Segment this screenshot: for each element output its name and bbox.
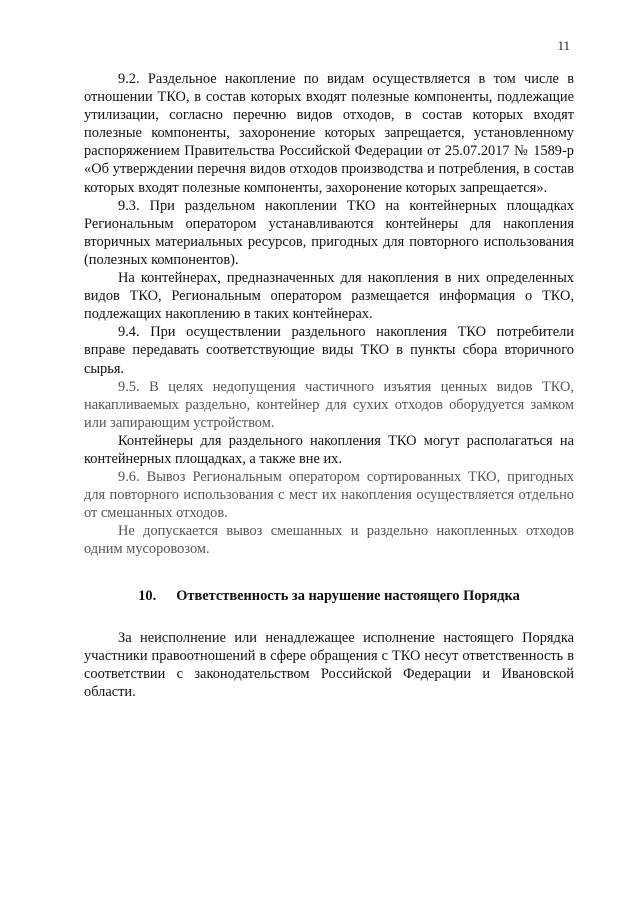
page-number: 11 [557,38,570,53]
section-10-title: Ответственность за нарушение настоящего Порядка [176,587,520,604]
paragraph-9-2: 9.2. Раздельное накопление по видам осуществляется в том числе в отношении ТКО, в состав которых входят полезные компоненты, подлежащие утилизации, согласно перечню видов отходов, в состав которых входят полезные компоненты, захоронение которых запрещается, установленному распоряжением Правительства Российской Федерации от 25.07.2017 № 1589-р «Об утверждении перечня видов отходов производства и потребления, в состав которых входят полезные компоненты, захоронение которых запрещается». [84,71,574,196]
paragraph-9-5-placement: Контейнеры для раздельного накопления ТКО могут располагаться на контейнерных площадках, а также вне их. [84,432,574,467]
paragraph-9-5: 9.5. В целях недопущения частичного изъятия ценных видов ТКО, накапливаемых раздельно, контейнер для сухих отходов оборудуется замком или запирающим устройством. [84,378,574,431]
paragraph-9-6: 9.6. Вывоз Региональным оператором сортированных ТКО, пригодных для повторного использования с мест их накопления осуществляется отдельно от смешанных отходов. [84,469,574,522]
paragraph-9-3-info: На контейнерах, предназначенных для накопления в них определенных видов ТКО, Региональным оператором размещается информация о ТКО, подлежащих накоплению в таких контейнерах. [84,270,574,323]
paragraph-9-6-mixed: Не допускается вывоз смешанных и раздельно накопленных отходов одним мусоровозом. [84,523,574,558]
section-10-heading [84,587,574,605]
paragraph-9-3: 9.3. При раздельном накоплении ТКО на контейнерных площадках Региональным оператором устанавливаются контейнеры для накопления вторичных материальных ресурсов, пригодных для повторного использования (полезных компонентов). [84,197,574,268]
section-10-number: 10. [138,587,157,604]
paragraph-10: За неисполнение или ненадлежащее исполнение настоящего Порядка участники правоотношений в сфере обращения с ТКО несут ответственность в соответствии с законодательством Российской Федерации и Ивановской области. [84,629,574,700]
document-body [84,70,574,701]
paragraph-9-4: 9.4. При осуществлении раздельного накопления ТКО потребители вправе передавать соответствующие виды ТКО в пункты сбора вторичного сырья. [84,324,574,377]
